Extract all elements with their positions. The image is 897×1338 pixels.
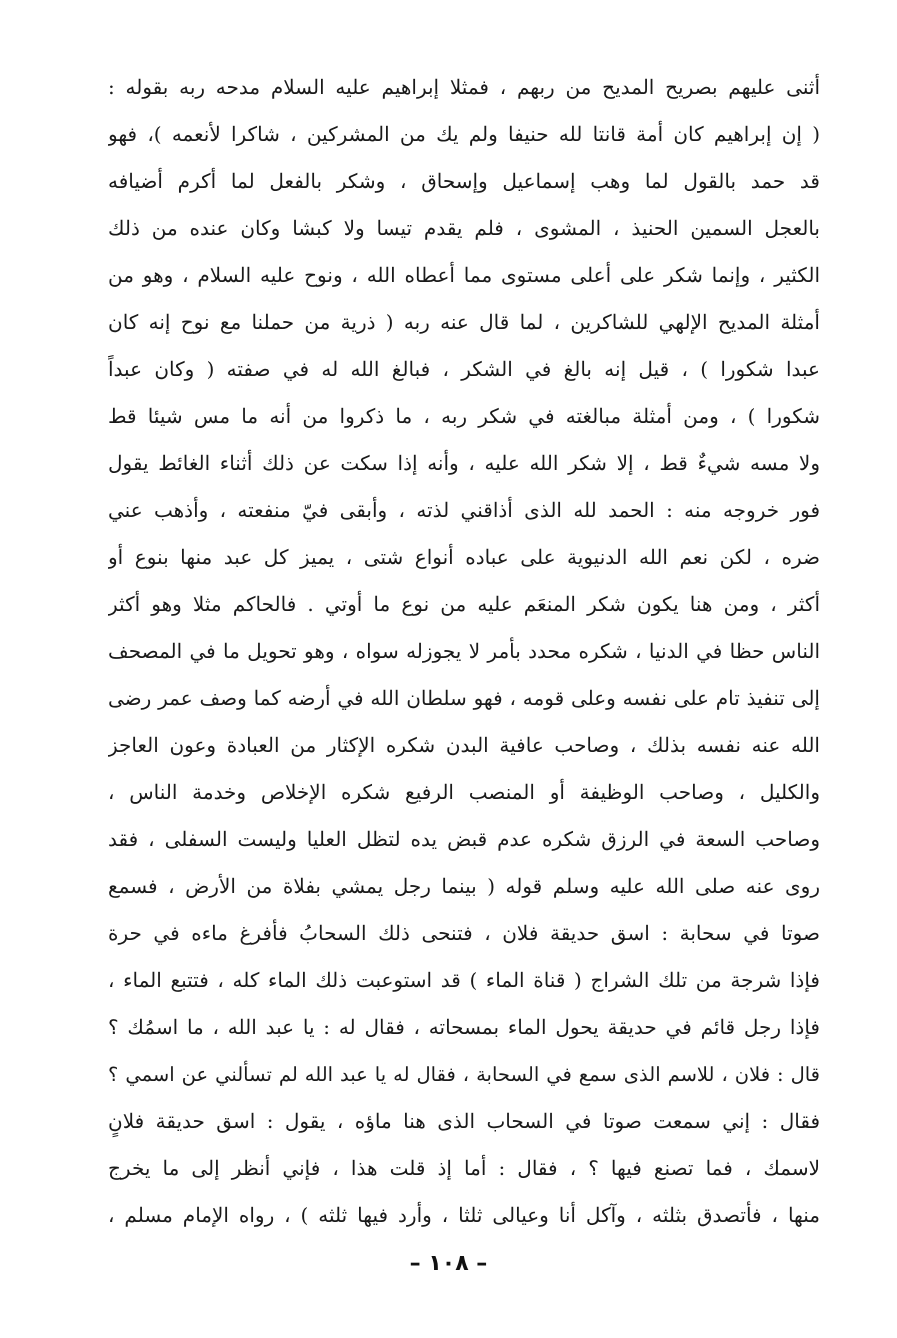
text-line: أكثر ، ومن هنا يكون شكر المنعَم عليه من نوع ما أوتي . فالحاكم مثلا وهو أكثر xyxy=(108,592,820,616)
text-line: الناس حظا في الدنيا ، شكره محدد بأمر لا يجوزله سواه ، وهو تحويل ما في المصحف xyxy=(108,639,820,663)
text-line: الله عنه نفسه بذلك ، وصاحب عافية البدن شكره الإكثار من العبادة وعون العاجز xyxy=(108,733,820,757)
text-line: فقال : إني سمعت صوتا في السحاب الذى هنا ماؤه ، يقول : اسق حديقة فلانٍ xyxy=(108,1109,820,1133)
text-line: لاسمك ، فما تصنع فيها ؟ ، فقال : أما إذ قلت هذا ، فإني أنظر إلى ما يخرج xyxy=(108,1156,820,1180)
text-line: صوتا في سحابة : اسق حديقة فلان ، فتنحى ذلك السحابُ فأفرغ ماءه في حرة xyxy=(108,921,820,945)
text-line: وصاحب السعة في الرزق شكره عدم قبض يده لتظل العليا وليست السفلى ، فقد xyxy=(108,827,820,851)
text-line: إلى تنفيذ تام على نفسه وعلى قومه ، فهو سلطان الله في أرضه كما وصف عمر رضى xyxy=(108,686,820,710)
text-line: والكليل ، وصاحب الوظيفة أو المنصب الرفيع شكره الإخلاص وخدمة الناس ، xyxy=(108,780,820,804)
text-line: فور خروجه منه : الحمد لله الذى أذاقني لذته ، وأبقى فيّ منفعته ، وأذهب عني xyxy=(108,498,820,522)
text-line: ( إن إبراهيم كان أمة قانتا لله حنيفا ولم يك من المشركين ، شاكرا لأنعمه )، فهو xyxy=(108,122,820,146)
text-line: شكورا ) ، ومن أمثلة مبالغته في شكر ربه ، ما ذكروا من أنه ما مس شيئا قط xyxy=(108,404,820,428)
text-line: منها ، فأتصدق بثلثه ، وآكل أنا وعيالى ثلثا ، وأرد فيها ثلثه ) ، رواه الإمام مسلم ، xyxy=(108,1203,820,1227)
text-line: الكثير ، وإنما شكر على أعلى مستوى مما أعطاه الله ، ونوح عليه السلام ، وهو من xyxy=(108,263,820,287)
text-line: فإذا شرجة من تلك الشراج ( قناة الماء ) قد استوعبت ذلك الماء كله ، فتتبع الماء ، xyxy=(108,968,820,992)
text-line: عبدا شكورا ) ، قيل إنه بالغ في الشكر ، فبالغ الله له في صفته ( وكان عبداً xyxy=(108,357,820,381)
text-line: قد حمد بالقول لما وهب إسماعيل وإسحاق ، وشكر بالفعل لما أكرم أضيافه xyxy=(108,169,820,193)
text-line: فإذا رجل قائم في حديقة يحول الماء بمسحاته ، فقال له : يا عبد الله ، ما اسمُك ؟ xyxy=(108,1015,820,1039)
text-line: بالعجل السمين الحنيذ ، المشوى ، فلم يقدم تيسا ولا كبشا وكان عنده من ذلك xyxy=(108,216,820,240)
text-line: روى عنه صلى الله عليه وسلم قوله ( بينما رجل يمشي بفلاة من الأرض ، فسمع xyxy=(108,874,820,898)
text-line: قال : فلان ، للاسم الذى سمع في السحابة ، فقال له يا عبد الله لم تسألني عن اسمي ؟ xyxy=(108,1063,820,1086)
text-line: ولا مسه شيءٌ قط ، إلا شكر الله عليه ، وأنه إذا سكت عن ذلك أثناء الغائط يقول xyxy=(108,451,820,475)
text-line: ضره ، لكن نعم الله الدنيوية على عباده أنواع شتى ، يميز كل عبد منها بنوع أو xyxy=(108,545,820,569)
text-line: أمثلة المديح الإلهي للشاكرين ، لما قال عنه ربه ( ذرية من حملنا مع نوح إنه كان xyxy=(108,310,820,334)
body-text xyxy=(108,64,820,1239)
page-number: – ١٠٨ – xyxy=(409,1251,488,1276)
text-line: أثنى عليهم بصريح المديح من ربهم ، فمثلا إبراهيم عليه السلام مدحه ربه بقوله : xyxy=(108,75,820,99)
